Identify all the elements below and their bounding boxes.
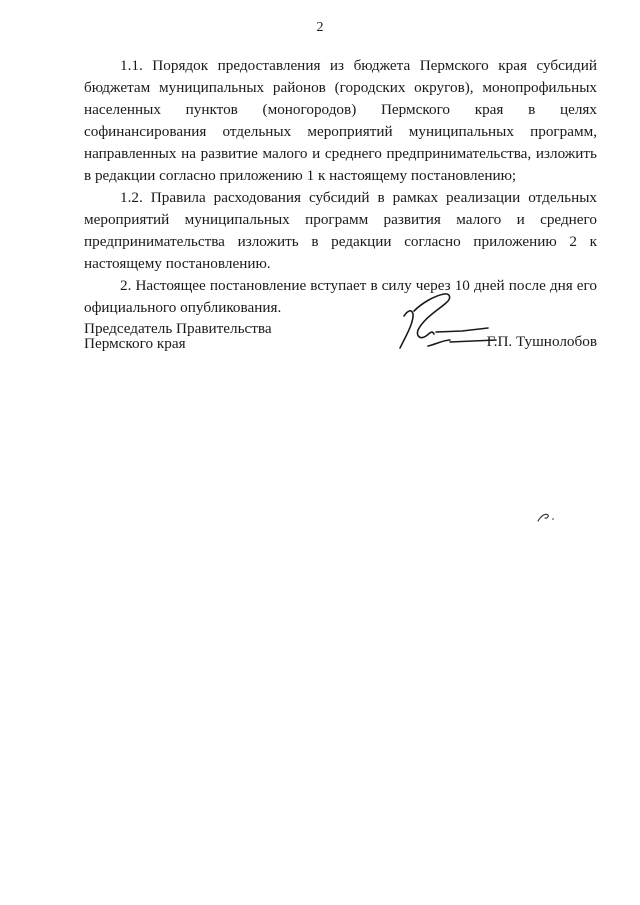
signer-position-line-2: Пермского края — [84, 335, 186, 352]
signature-block — [84, 320, 597, 360]
signer-name: Г.П. Тушнолобов — [486, 333, 597, 350]
signer-position-line-1: Председатель Правительства — [84, 320, 272, 337]
paragraph-item-1-1: 1.1. Порядок предоставления из бюджета Пермского края субсидий бюджетам муниципальных районов (городских округов), монопрофильных населенных пунктов (моногородов) Пермского края в целях софинансирования отдельных мероприятий муниципальных программ, направленных на развитие малого и среднего предпринимательства, изложить в редакции согласно приложению 1 к настоящему постановлению; — [84, 57, 597, 184]
paragraph-item-1-2: 1.2. Правила расходования субсидий в рамках реализации отдельных мероприятий муниципальных программ развития малого и среднего предпринимательства изложить в редакции согласно приложению 2 к настоящему постановлению. — [84, 189, 597, 272]
paragraph-item-2: 2. Настоящее постановление вступает в силу через 10 дней после дня его официального опубликования. — [84, 277, 597, 316]
document-body — [84, 55, 597, 319]
scan-mark — [536, 510, 560, 524]
page-number: 2 — [316, 20, 324, 35]
